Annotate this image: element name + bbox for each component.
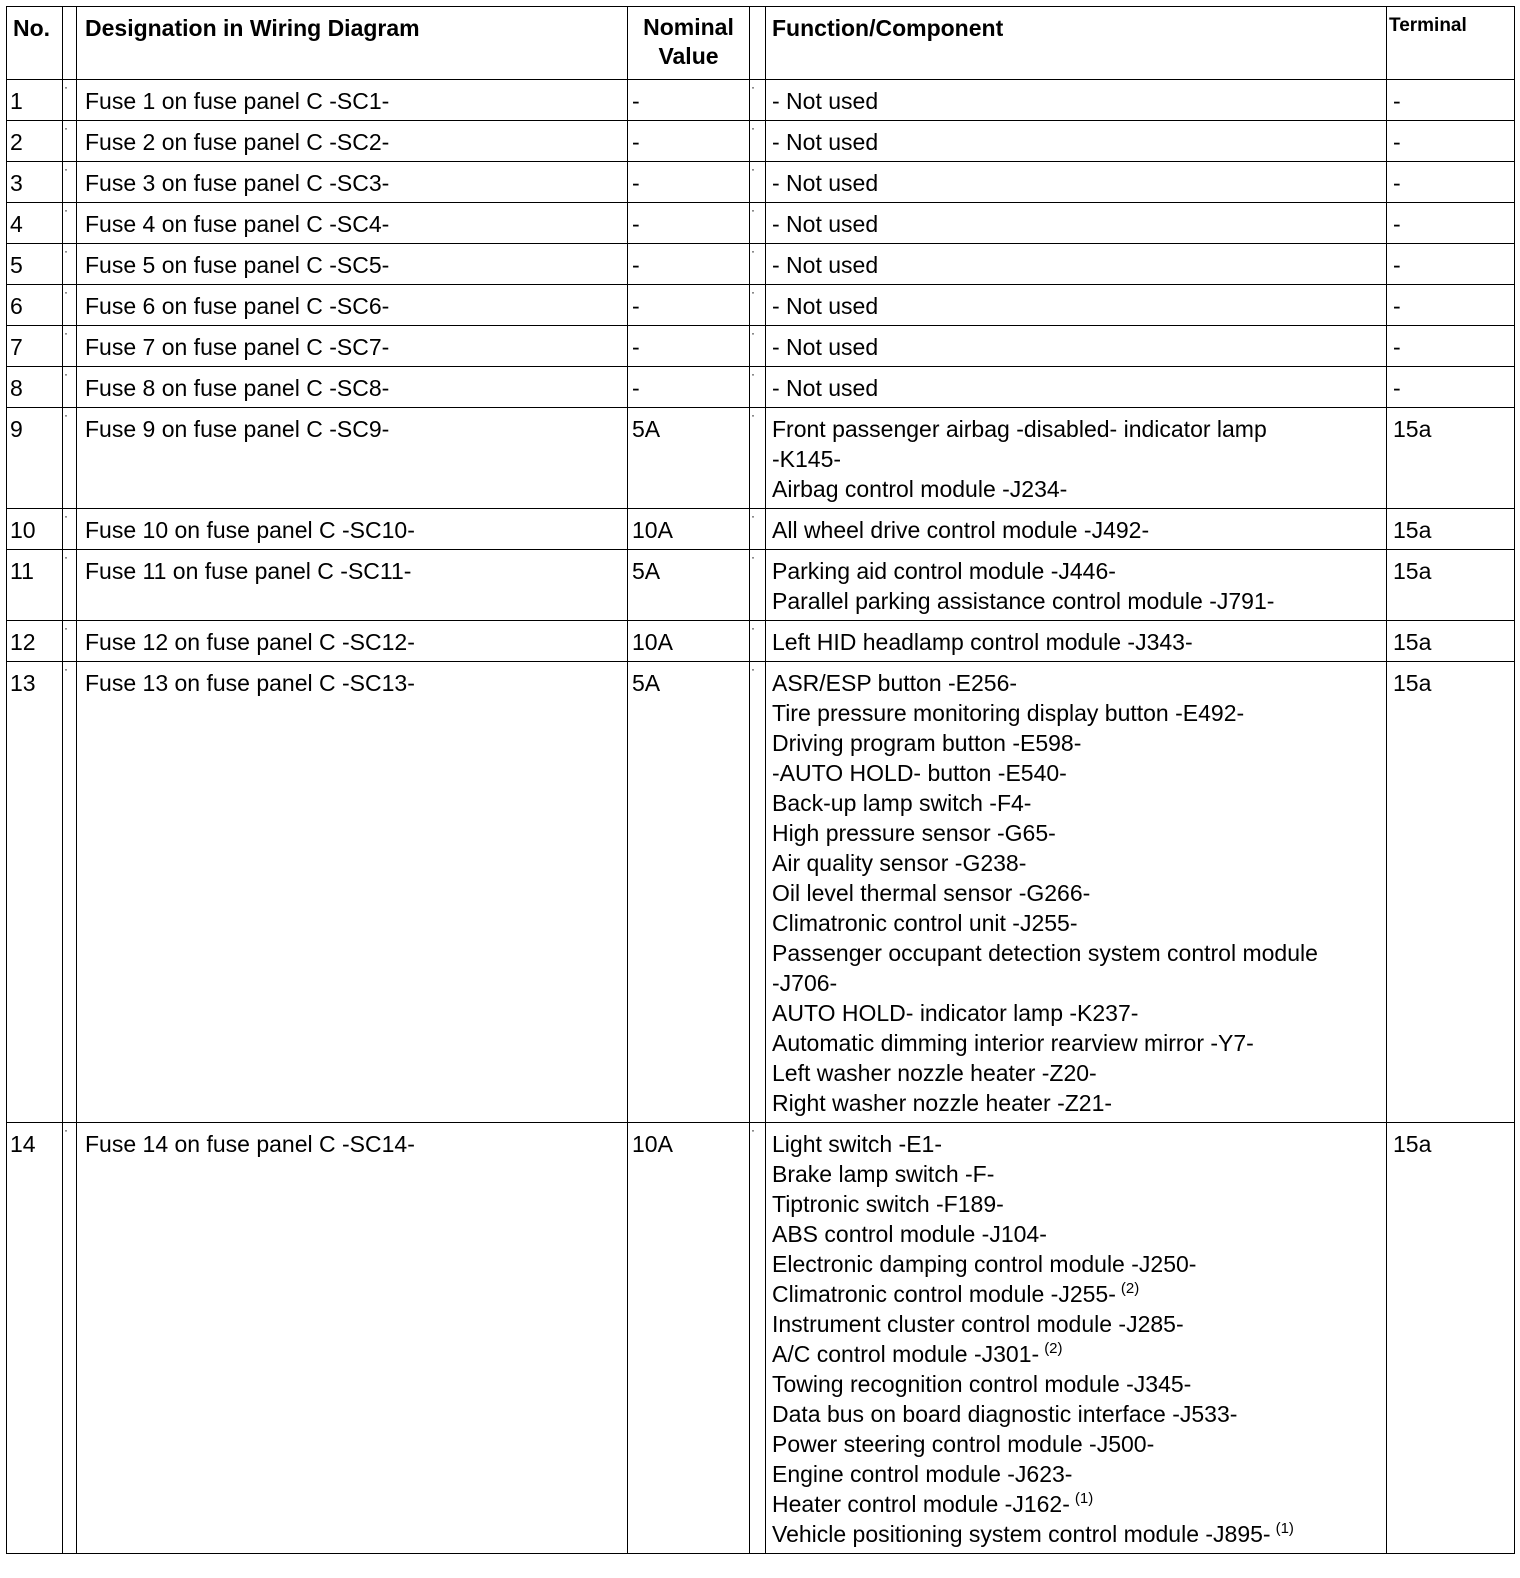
cell-designation: Fuse 3 on fuse panel C -SC3- [77, 162, 628, 203]
function-text: Heater control module -J162- [772, 1491, 1070, 1517]
function-line [772, 758, 1386, 788]
function-line [772, 1279, 1386, 1309]
cell-nominal-value: - [628, 121, 750, 162]
cell-no: 10 [7, 509, 63, 550]
cell-terminal: - [1387, 80, 1515, 121]
cell-function [766, 80, 1387, 121]
cell-designation: Fuse 5 on fuse panel C -SC5- [77, 244, 628, 285]
function-line [772, 1519, 1386, 1549]
function-text: - Not used [772, 170, 879, 196]
function-text: Vehicle positioning system control module -J895- [772, 1521, 1271, 1547]
function-line [772, 878, 1386, 908]
cell-designation: Fuse 9 on fuse panel C -SC9- [77, 408, 628, 509]
footnote-marker: (2) [1044, 1340, 1063, 1357]
function-text: ABS control module -J104- [772, 1221, 1047, 1247]
table-row [7, 1123, 1515, 1554]
cell-nominal-value: 5A [628, 550, 750, 621]
cell-spacer [750, 408, 766, 509]
cell-terminal: - [1387, 162, 1515, 203]
function-text: - Not used [772, 252, 879, 278]
function-line [772, 788, 1386, 818]
cell-spacer [63, 1123, 77, 1554]
cell-function [766, 550, 1387, 621]
cell-designation: Fuse 12 on fuse panel C -SC12- [77, 621, 628, 662]
cell-designation: Fuse 10 on fuse panel C -SC10- [77, 509, 628, 550]
cell-terminal: - [1387, 121, 1515, 162]
cell-no: 11 [7, 550, 63, 621]
table-row [7, 509, 1515, 550]
function-text: ASR/ESP button -E256- [772, 670, 1018, 696]
cell-nominal-value: - [628, 244, 750, 285]
header-terminal: Terminal [1387, 7, 1515, 80]
cell-terminal: 15a [1387, 662, 1515, 1123]
cell-terminal: - [1387, 203, 1515, 244]
function-line [772, 586, 1386, 616]
cell-spacer [750, 550, 766, 621]
function-line [772, 1058, 1386, 1088]
cell-designation: Fuse 7 on fuse panel C -SC7- [77, 326, 628, 367]
function-text: Air quality sensor -G238- [772, 850, 1027, 876]
function-text: -AUTO HOLD- button -E540- [772, 760, 1067, 786]
function-line [772, 414, 1386, 444]
fuse-table [6, 6, 1515, 1554]
cell-function [766, 621, 1387, 662]
cell-spacer [750, 1123, 766, 1554]
cell-no: 1 [7, 80, 63, 121]
function-text: Climatronic control unit -J255- [772, 910, 1078, 936]
cell-no: 14 [7, 1123, 63, 1554]
function-text: Right washer nozzle heater -Z21- [772, 1090, 1113, 1116]
function-line [772, 127, 1386, 157]
function-text: - Not used [772, 375, 879, 401]
cell-terminal: 15a [1387, 1123, 1515, 1554]
header-no: No. [7, 7, 63, 80]
table-row [7, 203, 1515, 244]
function-line [772, 627, 1386, 657]
cell-terminal: 15a [1387, 408, 1515, 509]
function-text: - Not used [772, 293, 879, 319]
function-line [772, 1219, 1386, 1249]
function-text: - Not used [772, 129, 879, 155]
cell-terminal: - [1387, 285, 1515, 326]
function-line [772, 556, 1386, 586]
function-line [772, 848, 1386, 878]
cell-nominal-value: 5A [628, 662, 750, 1123]
cell-no: 12 [7, 621, 63, 662]
cell-designation: Fuse 14 on fuse panel C -SC14- [77, 1123, 628, 1554]
cell-no: 5 [7, 244, 63, 285]
function-text: - Not used [772, 334, 879, 360]
function-text: Instrument cluster control module -J285- [772, 1311, 1184, 1337]
header-spacer [750, 7, 766, 80]
function-line [772, 1129, 1386, 1159]
function-line [772, 1088, 1386, 1118]
table-body [7, 80, 1515, 1554]
function-line [772, 1489, 1386, 1519]
function-text: AUTO HOLD- indicator lamp -K237- [772, 1000, 1139, 1026]
table-row [7, 80, 1515, 121]
cell-terminal: - [1387, 244, 1515, 285]
function-text: - Not used [772, 211, 879, 237]
function-line [772, 728, 1386, 758]
cell-no: 13 [7, 662, 63, 1123]
table-row [7, 367, 1515, 408]
cell-designation: Fuse 6 on fuse panel C -SC6- [77, 285, 628, 326]
table-row [7, 326, 1515, 367]
function-text: Back-up lamp switch -F4- [772, 790, 1032, 816]
function-text: -J706- [772, 970, 838, 996]
cell-spacer [63, 408, 77, 509]
function-text: Tiptronic switch -F189- [772, 1191, 1004, 1217]
function-line [772, 444, 1386, 474]
cell-function [766, 662, 1387, 1123]
function-line [772, 698, 1386, 728]
function-text: Electronic damping control module -J250- [772, 1251, 1197, 1277]
function-text: Oil level thermal sensor -G266- [772, 880, 1091, 906]
cell-no: 9 [7, 408, 63, 509]
cell-spacer [63, 550, 77, 621]
function-line [772, 474, 1386, 504]
cell-no: 7 [7, 326, 63, 367]
cell-nominal-value: - [628, 80, 750, 121]
table-row [7, 621, 1515, 662]
footnote-marker: (1) [1074, 1490, 1094, 1507]
function-text: Left HID headlamp control module -J343- [772, 629, 1193, 655]
function-line [772, 1369, 1386, 1399]
header-nominal-value [628, 7, 750, 80]
function-text: Brake lamp switch -F- [772, 1161, 995, 1187]
cell-designation: Fuse 13 on fuse panel C -SC13- [77, 662, 628, 1123]
cell-terminal: 15a [1387, 509, 1515, 550]
function-line [772, 168, 1386, 198]
function-text: Towing recognition control module -J345- [772, 1371, 1192, 1397]
function-text: Tire pressure monitoring display button -E492- [772, 700, 1245, 726]
cell-terminal: - [1387, 367, 1515, 408]
function-line [772, 1189, 1386, 1219]
cell-no: 2 [7, 121, 63, 162]
function-text: -K145- [772, 446, 842, 472]
function-line [772, 1459, 1386, 1489]
footnote-marker: (2) [1120, 1280, 1140, 1297]
function-text: Airbag control module -J234- [772, 476, 1068, 502]
function-line [772, 515, 1386, 545]
function-text: Parallel parking assistance control module -J791- [772, 588, 1275, 614]
function-text: Automatic dimming interior rearview mirror -Y7- [772, 1030, 1254, 1056]
function-line [772, 1309, 1386, 1339]
cell-designation: Fuse 11 on fuse panel C -SC11- [77, 550, 628, 621]
table-row [7, 285, 1515, 326]
cell-function [766, 203, 1387, 244]
cell-designation: Fuse 8 on fuse panel C -SC8- [77, 367, 628, 408]
function-line [772, 332, 1386, 362]
function-text: Light switch -E1- [772, 1131, 943, 1157]
cell-nominal-value: - [628, 203, 750, 244]
cell-nominal-value: - [628, 326, 750, 367]
function-line [772, 1028, 1386, 1058]
cell-nominal-value: 10A [628, 509, 750, 550]
cell-function [766, 285, 1387, 326]
cell-function [766, 408, 1387, 509]
function-line [772, 1429, 1386, 1459]
cell-nominal-value: 5A [628, 408, 750, 509]
header-designation: Designation in Wiring Diagram [77, 7, 628, 80]
cell-no: 3 [7, 162, 63, 203]
cell-designation: Fuse 4 on fuse panel C -SC4- [77, 203, 628, 244]
function-text: All wheel drive control module -J492- [772, 517, 1150, 543]
function-line [772, 968, 1386, 998]
cell-designation: Fuse 2 on fuse panel C -SC2- [77, 121, 628, 162]
cell-function [766, 121, 1387, 162]
cell-function [766, 509, 1387, 550]
function-text: Climatronic control module -J255- [772, 1281, 1116, 1307]
function-text: Data bus on board diagnostic interface -J533- [772, 1401, 1238, 1427]
cell-spacer [750, 662, 766, 1123]
cell-nominal-value: 10A [628, 1123, 750, 1554]
header-row [7, 7, 1515, 80]
cell-terminal: 15a [1387, 550, 1515, 621]
function-line [772, 291, 1386, 321]
function-text: Engine control module -J623- [772, 1461, 1073, 1487]
function-line [772, 938, 1386, 968]
cell-no: 6 [7, 285, 63, 326]
table-row [7, 162, 1515, 203]
cell-no: 4 [7, 203, 63, 244]
function-text: Front passenger airbag -disabled- indicator lamp [772, 416, 1267, 442]
function-line [772, 1399, 1386, 1429]
function-line [772, 1249, 1386, 1279]
cell-nominal-value: - [628, 285, 750, 326]
function-text: Parking aid control module -J446- [772, 558, 1116, 584]
table-row [7, 121, 1515, 162]
function-text: High pressure sensor -G65- [772, 820, 1056, 846]
function-line [772, 1159, 1386, 1189]
function-line [772, 250, 1386, 280]
cell-terminal: 15a [1387, 621, 1515, 662]
header-nominal-line1: Nominal [643, 14, 734, 40]
function-line [772, 908, 1386, 938]
function-text: Left washer nozzle heater -Z20- [772, 1060, 1097, 1086]
function-line [772, 1339, 1386, 1369]
function-line [772, 86, 1386, 116]
cell-spacer [63, 662, 77, 1123]
table-row [7, 662, 1515, 1123]
function-line [772, 209, 1386, 239]
cell-function [766, 1123, 1387, 1554]
function-line [772, 998, 1386, 1028]
function-text: Passenger occupant detection system control module [772, 940, 1318, 966]
function-text: A/C control module -J301- [772, 1341, 1040, 1367]
table-row [7, 550, 1515, 621]
header-spacer [63, 7, 77, 80]
cell-function [766, 162, 1387, 203]
footnote-marker: (1) [1275, 1520, 1294, 1537]
cell-function [766, 367, 1387, 408]
function-text: - Not used [772, 88, 879, 114]
cell-nominal-value: 10A [628, 621, 750, 662]
cell-function [766, 244, 1387, 285]
function-line [772, 668, 1386, 698]
table-row [7, 244, 1515, 285]
function-line [772, 373, 1386, 403]
header-nominal-line2: Value [658, 43, 719, 69]
table-row [7, 408, 1515, 509]
cell-function [766, 326, 1387, 367]
cell-terminal: - [1387, 326, 1515, 367]
function-line [772, 818, 1386, 848]
cell-designation: Fuse 1 on fuse panel C -SC1- [77, 80, 628, 121]
function-text: Power steering control module -J500- [772, 1431, 1155, 1457]
header-function: Function/Component [766, 7, 1387, 80]
function-text: Driving program button -E598- [772, 730, 1082, 756]
cell-nominal-value: - [628, 162, 750, 203]
cell-nominal-value: - [628, 367, 750, 408]
cell-no: 8 [7, 367, 63, 408]
